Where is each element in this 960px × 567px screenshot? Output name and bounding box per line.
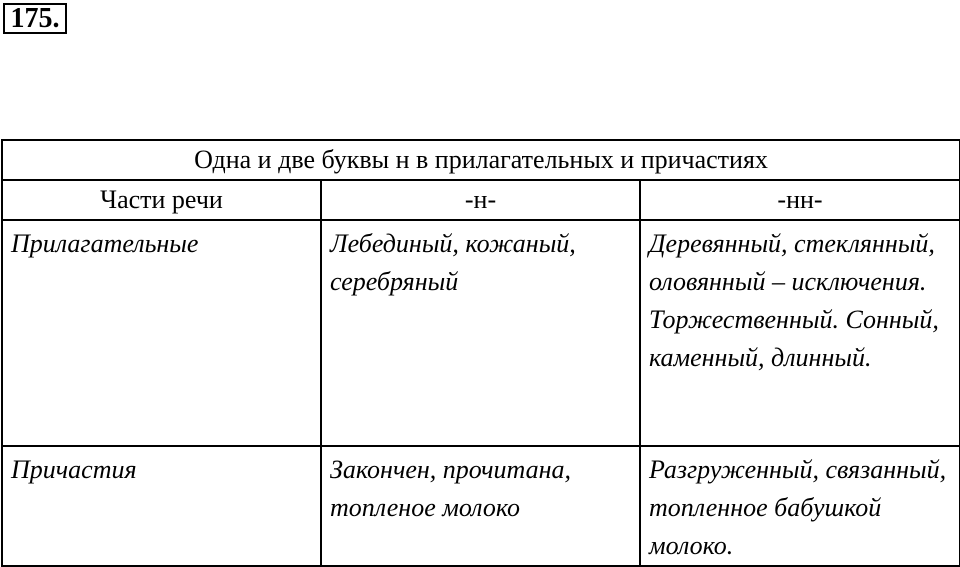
- table-row-adjectives: [2, 220, 960, 446]
- table-header-row: [2, 180, 960, 220]
- cell-single-n-adjectives: Лебединый, кожаный, серебряный: [321, 220, 640, 446]
- cell-part-adjectives: Прилагательные: [2, 220, 321, 446]
- header-double-n: -нн-: [640, 180, 960, 220]
- table-title: Одна и две буквы н в прилагательных и причастиях: [2, 140, 960, 180]
- cell-double-n-participles: Разгруженный, связанный, топленное бабушкой молоко.: [640, 446, 960, 566]
- cell-part-participles: Причастия: [2, 446, 321, 566]
- exercise-number: 175.: [3, 3, 67, 34]
- cell-single-n-participles: Закончен, прочитана, топленое молоко: [321, 446, 640, 566]
- spelling-rules-table: [1, 139, 960, 567]
- header-single-n: -н-: [321, 180, 640, 220]
- table-row-participles: [2, 446, 960, 566]
- table-title-row: [2, 140, 960, 180]
- header-parts-of-speech: Части речи: [2, 180, 321, 220]
- cell-double-n-adjectives: Деревянный, стеклянный, оловянный – исключения. Торжественный. Сонный, каменный, длинный.: [640, 220, 960, 446]
